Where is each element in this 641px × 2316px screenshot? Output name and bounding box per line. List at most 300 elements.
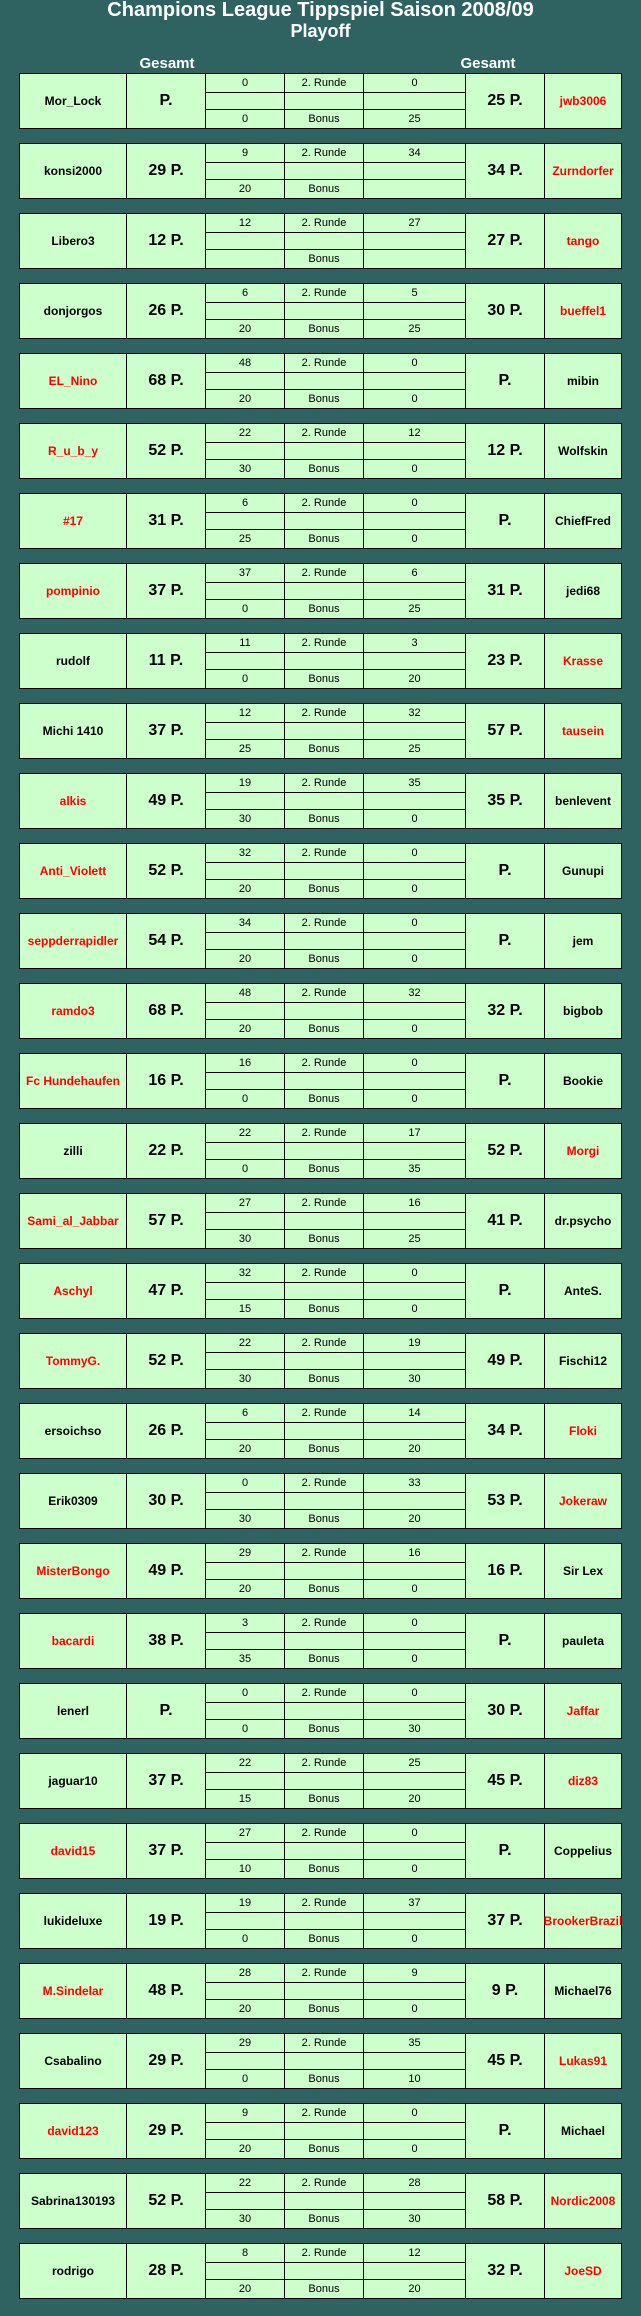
- bonus-right-value: 0: [411, 1583, 418, 1595]
- spacer-left-value: [206, 2122, 285, 2139]
- match-row: [19, 283, 622, 339]
- bonus-right-value: 0: [411, 393, 418, 405]
- right-total-points: 37 P.: [466, 1894, 545, 1948]
- score-block: [206, 424, 466, 478]
- score-block: [206, 704, 466, 758]
- bonus-row: [206, 810, 465, 828]
- score-block: [206, 914, 466, 968]
- score-block: [206, 214, 466, 268]
- spacer-row: [206, 1982, 465, 2000]
- round-label: 2. Runde: [285, 1474, 364, 1492]
- right-player-name: ChiefFred: [554, 514, 611, 528]
- bonus-right-value: 0: [411, 1863, 418, 1875]
- spacer-right-value: [364, 1492, 465, 1509]
- round-row: [206, 2104, 465, 2123]
- right-total-points: P.: [466, 1264, 545, 1318]
- spacer-row: [206, 2192, 465, 2210]
- spacer-row: [206, 1632, 465, 1650]
- right-total-points: 49 P.: [466, 1334, 545, 1388]
- match-row: [19, 1473, 622, 1529]
- bonus-left-value: 15: [206, 1790, 285, 1808]
- left-total-points: 29 P.: [127, 2104, 206, 2158]
- round-row: [206, 634, 465, 653]
- round-left-value: 12: [206, 214, 285, 232]
- left-total-points: P.: [127, 74, 206, 128]
- bonus-left-value: 30: [206, 810, 285, 828]
- spacer-right-value: [364, 2052, 465, 2069]
- spacer-right-value: [364, 652, 465, 669]
- right-player-name: Michael76: [554, 1984, 612, 1998]
- round-right-value: 17: [408, 1127, 421, 1139]
- right-total-points: 58 P.: [466, 2174, 545, 2228]
- right-total-points: 52 P.: [466, 1124, 545, 1178]
- match-row: [19, 633, 622, 689]
- spacer-label: [285, 792, 364, 809]
- round-right-value: 32: [408, 707, 421, 719]
- bonus-left-value: 20: [206, 2000, 285, 2018]
- spacer-right-value: [364, 1842, 465, 1859]
- bonus-right-value: 25: [408, 1233, 421, 1245]
- match-row: [19, 353, 622, 409]
- left-player-name: rudolf: [20, 634, 127, 688]
- right-player-name: Lukas91: [558, 2054, 608, 2068]
- round-right-value: 6: [411, 567, 418, 579]
- spacer-left-value: [206, 652, 285, 669]
- bonus-row: [206, 250, 465, 268]
- spacer-row: [206, 1702, 465, 1720]
- bonus-label: Bonus: [285, 1930, 364, 1948]
- left-player-name: donjorgos: [20, 284, 127, 338]
- bonus-left-value: 20: [206, 1580, 285, 1598]
- spacer-right-value: [364, 1282, 465, 1299]
- left-total-points: 47 P.: [127, 1264, 206, 1318]
- match-row: [19, 913, 622, 969]
- bonus-label: Bonus: [285, 1160, 364, 1178]
- spacer-label: [285, 2122, 364, 2139]
- left-total-points: 19 P.: [127, 1894, 206, 1948]
- right-total-points: 23 P.: [466, 634, 545, 688]
- round-label: 2. Runde: [285, 2244, 364, 2262]
- right-player-name: BrookerBrazil: [543, 1914, 623, 1928]
- bonus-row: [206, 1440, 465, 1458]
- round-row: [206, 424, 465, 443]
- round-right-value: 0: [411, 357, 418, 369]
- spacer-row: [206, 1142, 465, 1160]
- right-player-name: tango: [566, 234, 600, 248]
- round-right-value: 37: [408, 1897, 421, 1909]
- left-player-name: #17: [20, 494, 127, 548]
- spacer-left-value: [206, 862, 285, 879]
- left-player-name: david15: [20, 1824, 127, 1878]
- round-row: [206, 2244, 465, 2263]
- gesamt-header-left: Gesamt: [139, 55, 195, 72]
- bonus-right-value: 0: [411, 813, 418, 825]
- match-row: [19, 1613, 622, 1669]
- left-player-name: lukideluxe: [20, 1894, 127, 1948]
- bonus-row: [206, 950, 465, 968]
- bonus-right-value: 20: [408, 1513, 421, 1525]
- bonus-left-value: 20: [206, 1440, 285, 1458]
- spacer-left-value: [206, 1842, 285, 1859]
- round-right-value: 35: [408, 2037, 421, 2049]
- bonus-row: [206, 1720, 465, 1738]
- left-player-name: Anti_Violett: [20, 844, 127, 898]
- round-label: 2. Runde: [285, 844, 364, 862]
- spacer-left-value: [206, 722, 285, 739]
- bonus-label: Bonus: [285, 1510, 364, 1528]
- bonus-row: [206, 460, 465, 478]
- round-row: [206, 284, 465, 303]
- left-player-name: M.Sindelar: [20, 1964, 127, 2018]
- spacer-row: [206, 1282, 465, 1300]
- round-row: [206, 704, 465, 723]
- match-row: [19, 2033, 622, 2089]
- left-player-name: MisterBongo: [20, 1544, 127, 1598]
- page-title: [0, 0, 641, 42]
- left-total-points: 37 P.: [127, 704, 206, 758]
- bonus-label: Bonus: [285, 600, 364, 618]
- score-block: [206, 354, 466, 408]
- right-total-points: 32 P.: [466, 984, 545, 1038]
- bonus-left-value: 20: [206, 1020, 285, 1038]
- round-row: [206, 1334, 465, 1353]
- spacer-label: [285, 92, 364, 109]
- left-total-points: 57 P.: [127, 1194, 206, 1248]
- right-total-points: 27 P.: [466, 214, 545, 268]
- bonus-label: Bonus: [285, 2070, 364, 2088]
- match-row: [19, 493, 622, 549]
- spacer-label: [285, 232, 364, 249]
- bonus-left-value: 30: [206, 460, 285, 478]
- round-label: 2. Runde: [285, 1614, 364, 1632]
- score-block: [206, 74, 466, 128]
- spacer-left-value: [206, 2052, 285, 2069]
- round-left-value: 32: [206, 844, 285, 862]
- bonus-label: Bonus: [285, 1720, 364, 1738]
- right-total-points: 12 P.: [466, 424, 545, 478]
- spacer-left-value: [206, 512, 285, 529]
- spacer-label: [285, 1842, 364, 1859]
- left-player-name: Erik0309: [20, 1474, 127, 1528]
- right-total-points: 34 P.: [466, 144, 545, 198]
- match-row: [19, 1893, 622, 1949]
- left-total-points: 16 P.: [127, 1054, 206, 1108]
- bonus-label: Bonus: [285, 740, 364, 758]
- spacer-right-value: [364, 302, 465, 319]
- round-row: [206, 494, 465, 513]
- match-row: [19, 1823, 622, 1879]
- spacer-row: [206, 372, 465, 390]
- spacer-label: [285, 1352, 364, 1369]
- round-right-value: 28: [408, 2177, 421, 2189]
- bonus-right-value: 0: [411, 463, 418, 475]
- bonus-row: [206, 2000, 465, 2018]
- match-row: [19, 1053, 622, 1109]
- right-total-points: 34 P.: [466, 1404, 545, 1458]
- round-row: [206, 74, 465, 93]
- spacer-row: [206, 932, 465, 950]
- spacer-row: [206, 1072, 465, 1090]
- round-left-value: 9: [206, 2104, 285, 2122]
- spacer-label: [285, 1212, 364, 1229]
- score-block: [206, 1614, 466, 1668]
- spacer-label: [285, 1982, 364, 1999]
- round-left-value: 16: [206, 1054, 285, 1072]
- spacer-label: [285, 582, 364, 599]
- match-row: [19, 1403, 622, 1459]
- spacer-label: [285, 652, 364, 669]
- bonus-right-value: 0: [411, 1653, 418, 1665]
- bonus-left-value: 0: [206, 1160, 285, 1178]
- right-total-points: P.: [466, 914, 545, 968]
- bonus-right-value: 0: [411, 2143, 418, 2155]
- round-right-value: 0: [411, 1687, 418, 1699]
- bonus-label: Bonus: [285, 1860, 364, 1878]
- bonus-left-value: 20: [206, 320, 285, 338]
- match-row: [19, 773, 622, 829]
- bonus-right-value: 25: [408, 323, 421, 335]
- bonus-row: [206, 1510, 465, 1528]
- bonus-left-value: 20: [206, 2280, 285, 2298]
- bonus-label: Bonus: [285, 460, 364, 478]
- round-left-value: 22: [206, 1754, 285, 1772]
- spacer-left-value: [206, 1072, 285, 1089]
- round-label: 2. Runde: [285, 1194, 364, 1212]
- right-player-name: Nordic2008: [550, 2194, 616, 2208]
- right-player-name: mibin: [567, 374, 599, 388]
- bonus-row: [206, 1650, 465, 1668]
- bonus-left-value: 0: [206, 110, 285, 128]
- bonus-left-value: 30: [206, 1230, 285, 1248]
- left-player-name: alkis: [20, 774, 127, 828]
- bonus-row: [206, 740, 465, 758]
- right-player-name: AnteS.: [563, 1284, 602, 1298]
- spacer-label: [285, 1142, 364, 1159]
- bonus-right-value: 0: [411, 1093, 418, 1105]
- spacer-label: [285, 862, 364, 879]
- spacer-left-value: [206, 1352, 285, 1369]
- right-total-points: P.: [466, 494, 545, 548]
- left-player-name: bacardi: [20, 1614, 127, 1668]
- spacer-label: [285, 1282, 364, 1299]
- bonus-right-value: 25: [408, 113, 421, 125]
- round-label: 2. Runde: [285, 984, 364, 1002]
- round-left-value: 34: [206, 914, 285, 932]
- round-right-value: 0: [411, 77, 418, 89]
- score-block: [206, 1474, 466, 1528]
- bonus-label: Bonus: [285, 2140, 364, 2158]
- score-block: [206, 494, 466, 548]
- right-player-name: jem: [572, 934, 594, 948]
- spacer-row: [206, 582, 465, 600]
- match-row: [19, 563, 622, 619]
- spacer-label: [285, 302, 364, 319]
- spacer-right-value: [364, 1352, 465, 1369]
- spacer-row: [206, 232, 465, 250]
- round-row: [206, 1894, 465, 1913]
- left-total-points: 52 P.: [127, 2174, 206, 2228]
- spacer-left-value: [206, 1282, 285, 1299]
- right-total-points: P.: [466, 354, 545, 408]
- bonus-label: Bonus: [285, 2000, 364, 2018]
- left-player-name: Fc Hundehaufen: [20, 1054, 127, 1108]
- right-total-points: 45 P.: [466, 2034, 545, 2088]
- score-block: [206, 1054, 466, 1108]
- bonus-left-value: 0: [206, 1930, 285, 1948]
- round-row: [206, 354, 465, 373]
- left-total-points: 37 P.: [127, 1824, 206, 1878]
- round-left-value: 29: [206, 1544, 285, 1562]
- spacer-left-value: [206, 442, 285, 459]
- match-row: [19, 1683, 622, 1739]
- round-left-value: 6: [206, 494, 285, 512]
- spacer-label: [285, 2052, 364, 2069]
- right-player-name: JoeSD: [564, 2264, 602, 2278]
- right-player-name: Krasse: [562, 654, 604, 668]
- score-block: [206, 144, 466, 198]
- round-label: 2. Runde: [285, 2104, 364, 2122]
- right-player-name: diz83: [567, 1774, 598, 1788]
- right-total-points: 16 P.: [466, 1544, 545, 1598]
- bonus-right-value: 0: [411, 1303, 418, 1315]
- spacer-row: [206, 792, 465, 810]
- bonus-left-value: 15: [206, 1300, 285, 1318]
- spacer-label: [285, 1072, 364, 1089]
- spacer-right-value: [364, 1562, 465, 1579]
- round-row: [206, 214, 465, 233]
- bonus-label: Bonus: [285, 1650, 364, 1668]
- spacer-row: [206, 722, 465, 740]
- spacer-row: [206, 1912, 465, 1930]
- match-row: [19, 423, 622, 479]
- spacer-right-value: [364, 162, 465, 179]
- left-player-name: ersoichso: [20, 1404, 127, 1458]
- right-player-name: Floki: [568, 1424, 597, 1438]
- spacer-label: [285, 512, 364, 529]
- match-row: [19, 213, 622, 269]
- spacer-left-value: [206, 1562, 285, 1579]
- bonus-left-value: 25: [206, 530, 285, 548]
- spacer-left-value: [206, 1632, 285, 1649]
- round-left-value: 0: [206, 74, 285, 92]
- round-row: [206, 984, 465, 1003]
- title-text: Champions League Tippspiel Saison 2008/09: [107, 0, 534, 21]
- bonus-label: Bonus: [285, 250, 364, 268]
- round-row: [206, 914, 465, 933]
- bonus-right-value: 20: [408, 1443, 421, 1455]
- round-right-value: 5: [411, 287, 418, 299]
- left-total-points: 26 P.: [127, 284, 206, 338]
- spacer-row: [206, 302, 465, 320]
- right-total-points: P.: [466, 1054, 545, 1108]
- right-player-name: Coppelius: [553, 1844, 612, 1858]
- spacer-row: [206, 442, 465, 460]
- spacer-right-value: [364, 1632, 465, 1649]
- spacer-label: [285, 2262, 364, 2279]
- bonus-label: Bonus: [285, 1440, 364, 1458]
- bonus-right-value: 0: [411, 533, 418, 545]
- round-right-value: 3: [411, 637, 418, 649]
- round-label: 2. Runde: [285, 1264, 364, 1282]
- bonus-label: Bonus: [285, 110, 364, 128]
- bonus-right-value: 0: [411, 883, 418, 895]
- round-row: [206, 564, 465, 583]
- spacer-row: [206, 1352, 465, 1370]
- left-total-points: 11 P.: [127, 634, 206, 688]
- match-row: [19, 703, 622, 759]
- right-total-points: 45 P.: [466, 1754, 545, 1808]
- round-label: 2. Runde: [285, 1544, 364, 1562]
- spacer-right-value: [364, 232, 465, 249]
- bonus-row: [206, 1230, 465, 1248]
- spacer-row: [206, 2122, 465, 2140]
- left-player-name: zilli: [20, 1124, 127, 1178]
- spacer-left-value: [206, 1912, 285, 1929]
- spacer-row: [206, 1492, 465, 1510]
- round-row: [206, 1964, 465, 1983]
- bonus-right-value: 20: [408, 673, 421, 685]
- bonus-label: Bonus: [285, 390, 364, 408]
- spacer-row: [206, 2052, 465, 2070]
- spacer-right-value: [364, 372, 465, 389]
- right-player-name: Wolfskin: [558, 444, 608, 458]
- bonus-label: Bonus: [285, 180, 364, 198]
- spacer-right-value: [364, 1702, 465, 1719]
- spacer-label: [285, 442, 364, 459]
- round-right-value: 0: [411, 1267, 418, 1279]
- subtitle-text: Playoff: [290, 21, 351, 41]
- bonus-row: [206, 2210, 465, 2228]
- spacer-left-value: [206, 372, 285, 389]
- round-row: [206, 1124, 465, 1143]
- left-total-points: 30 P.: [127, 1474, 206, 1528]
- round-left-value: 0: [206, 1684, 285, 1702]
- spacer-right-value: [364, 1142, 465, 1159]
- left-total-points: 68 P.: [127, 984, 206, 1038]
- round-left-value: 11: [206, 634, 285, 652]
- bonus-right-value: 30: [408, 2213, 421, 2225]
- spacer-label: [285, 2192, 364, 2209]
- right-total-points: 57 P.: [466, 704, 545, 758]
- left-total-points: 52 P.: [127, 424, 206, 478]
- score-block: [206, 284, 466, 338]
- round-left-value: 6: [206, 1404, 285, 1422]
- round-right-value: 0: [411, 2107, 418, 2119]
- match-row: [19, 2103, 622, 2159]
- right-player-name: tausein: [561, 724, 604, 738]
- match-row: [19, 2173, 622, 2229]
- round-label: 2. Runde: [285, 1964, 364, 1982]
- spacer-row: [206, 1002, 465, 1020]
- left-total-points: P.: [127, 1684, 206, 1738]
- round-right-value: 33: [408, 1477, 421, 1489]
- left-total-points: 29 P.: [127, 2034, 206, 2088]
- round-label: 2. Runde: [285, 1124, 364, 1142]
- bonus-right-value: 20: [408, 1793, 421, 1805]
- spacer-row: [206, 1842, 465, 1860]
- match-row: [19, 2243, 622, 2299]
- round-right-value: 0: [411, 847, 418, 859]
- round-right-value: 9: [411, 1967, 418, 1979]
- right-player-name: bigbob: [563, 1004, 603, 1018]
- bonus-left-value: 0: [206, 2070, 285, 2088]
- bonus-left-value: 0: [206, 1090, 285, 1108]
- left-player-name: Csabalino: [20, 2034, 127, 2088]
- spacer-left-value: [206, 162, 285, 179]
- spacer-label: [285, 1772, 364, 1789]
- bonus-left-value: 20: [206, 390, 285, 408]
- round-label: 2. Runde: [285, 2174, 364, 2192]
